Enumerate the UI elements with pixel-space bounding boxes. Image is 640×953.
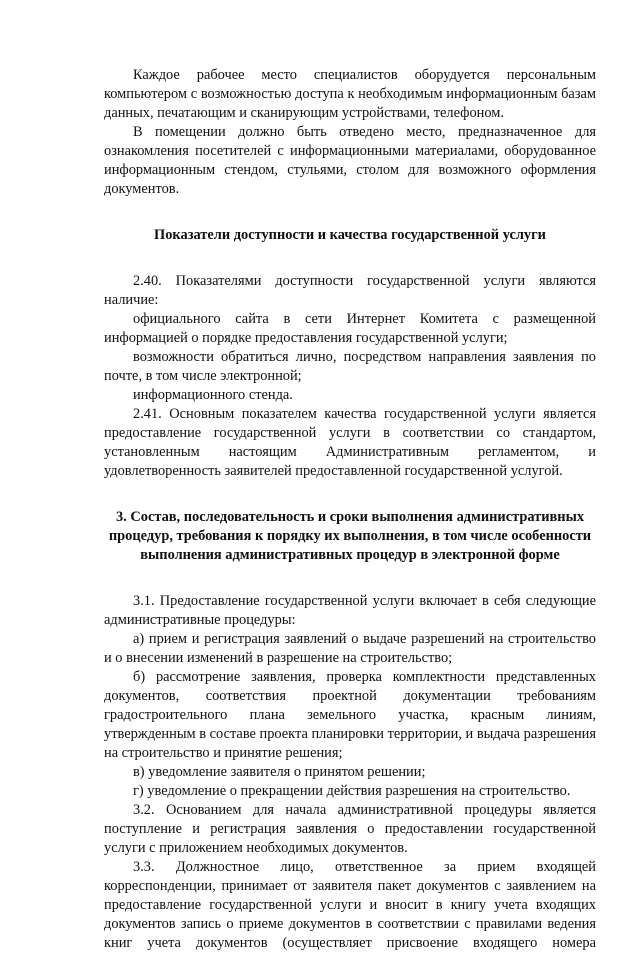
list-item-a: а) прием и регистрация заявлений о выдаче разрешений на строительство и о внесении изменений в разрешение на строительство;: [104, 631, 596, 666]
list-item-info-stand: информационного стенда.: [133, 387, 293, 403]
list-item-b: б) рассмотрение заявления, проверка комплектности представленных документов, соответствия проектной документации требованиям градостроительного плана земельного участка, красным линиям, утвержденным в составе проекта планировки территории, и выдача разрешения на строительство и принятие решения;: [104, 669, 596, 761]
list-item-g: г) уведомление о прекращении действия разрешения на строительство.: [133, 783, 571, 799]
paragraph-visitor-area: В помещении должно быть отведено место, предназначенное для ознакомления посетителей с информационными материалами, оборудованное информационным стендом, стульями, столом для возможного оформления документов.: [104, 124, 596, 197]
heading-accessibility-indicators: Показатели доступности и качества государственной услуги: [154, 227, 546, 243]
heading-section-3: 3. Состав, последовательность и сроки выполнения административных процедур, требования к порядку их выполнения, в том числе особенности выполнения административных процедур в электронной форме: [108, 509, 592, 563]
list-item-v: в) уведомление заявителя о принятом решении;: [133, 764, 426, 780]
paragraph-3-1: 3.1. Предоставление государственной услуги включает в себя следующие административные процедуры:: [104, 593, 596, 628]
paragraph-2-41: 2.41. Основным показателем качества государственной услуги является предоставление государственной услуги в соответствии со стандартом, установленным настоящим Административным регламентом, и удовлетворенность заявителей предоставленной государственной услугой.: [104, 406, 596, 479]
list-item-personal-contact: возможности обратиться лично, посредством направления заявления по почте, в том числе электронной;: [104, 349, 596, 384]
paragraph-3-3: 3.3. Должностное лицо, ответственное за прием входящей корреспонденции, принимает от заявителя пакет документов с заявлением на предоставление государственной услуги и вносит в книгу учета входящих документов запись о приеме документов в соответствии с правилами ведения книг учета документов (осуществляет присвоение входящего номера: [104, 859, 596, 951]
paragraph-3-2: 3.2. Основанием для начала административной процедуры является поступление и регистрация заявления о предоставлении государственной услуги с приложением необходимых документов.: [104, 802, 596, 856]
paragraph-2-40: 2.40. Показателями доступности государственной услуги являются наличие:: [104, 273, 596, 308]
paragraph-workplace-equipment: Каждое рабочее место специалистов оборудуется персональным компьютером с возможностью доступа к необходимым информационным базам данных, печатающим и сканирующим устройствами, телефоном.: [104, 67, 596, 121]
document-page: [104, 66, 596, 953]
list-item-website: официального сайта в сети Интернет Комитета с размещенной информацией о порядке предоставления государственной услуги;: [104, 311, 596, 346]
